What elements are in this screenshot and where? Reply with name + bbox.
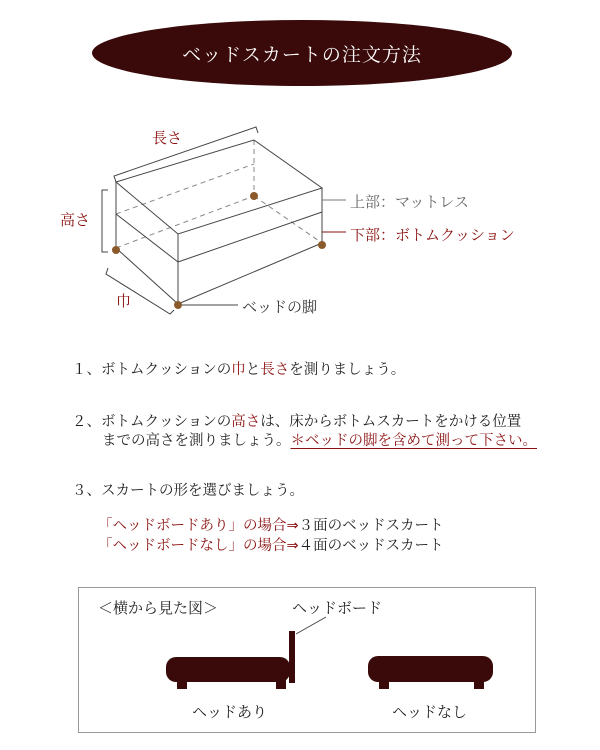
legs-included-note: ＊ベッドの脚を含めて測って下さい。: [290, 433, 537, 449]
bed-leg-2a: [379, 680, 389, 689]
bed-body-1: [166, 657, 290, 682]
with-head-label: ヘッドあり: [192, 703, 268, 721]
step-2: ２、ボトムクッションの高さは、床からボトムスカートをかける位置: [72, 414, 522, 430]
without-head-label: ヘッドなし: [392, 703, 468, 721]
step-1: １、ボトムクッションの巾と長さを測りましょう。: [72, 362, 406, 378]
height-label: 高さ: [60, 211, 91, 229]
side-view-title: ＜横から見た図＞: [98, 599, 219, 617]
length-label: 長さ: [152, 129, 183, 147]
bottom-cushion-label: 下部：ボトムクッション: [350, 226, 515, 244]
step-2-line-2: までの高さを測りましょう。＊ベッドの脚を含めて測って下さい。: [102, 433, 537, 449]
bed-leg-2b: [474, 680, 484, 689]
width-label: 巾: [116, 292, 132, 310]
bed-legs-label: ベッドの脚: [242, 298, 318, 316]
bed-leg-1b: [276, 680, 286, 689]
option-with-headboard: 「ヘッドボードあり」の場合⇒３面のベッドスカート: [98, 518, 444, 534]
headboard-label: ヘッドボード: [292, 599, 383, 617]
top-mattress-label: 上部：マットレス: [350, 193, 469, 211]
bed-with-head: [166, 631, 295, 689]
bed-without-head: [368, 656, 493, 689]
option-without-headboard: 「ヘッドボードなし」の場合⇒４面のベッドスカート: [98, 538, 444, 554]
page-title: ベッドスカートの注文方法: [182, 43, 422, 66]
step-3: ３、スカートの形を選びましょう。: [72, 483, 304, 499]
headboard: [289, 631, 295, 683]
bed-leg-1a: [177, 680, 187, 689]
bed-body-2: [368, 656, 493, 682]
headboard-leader: [296, 617, 326, 634]
